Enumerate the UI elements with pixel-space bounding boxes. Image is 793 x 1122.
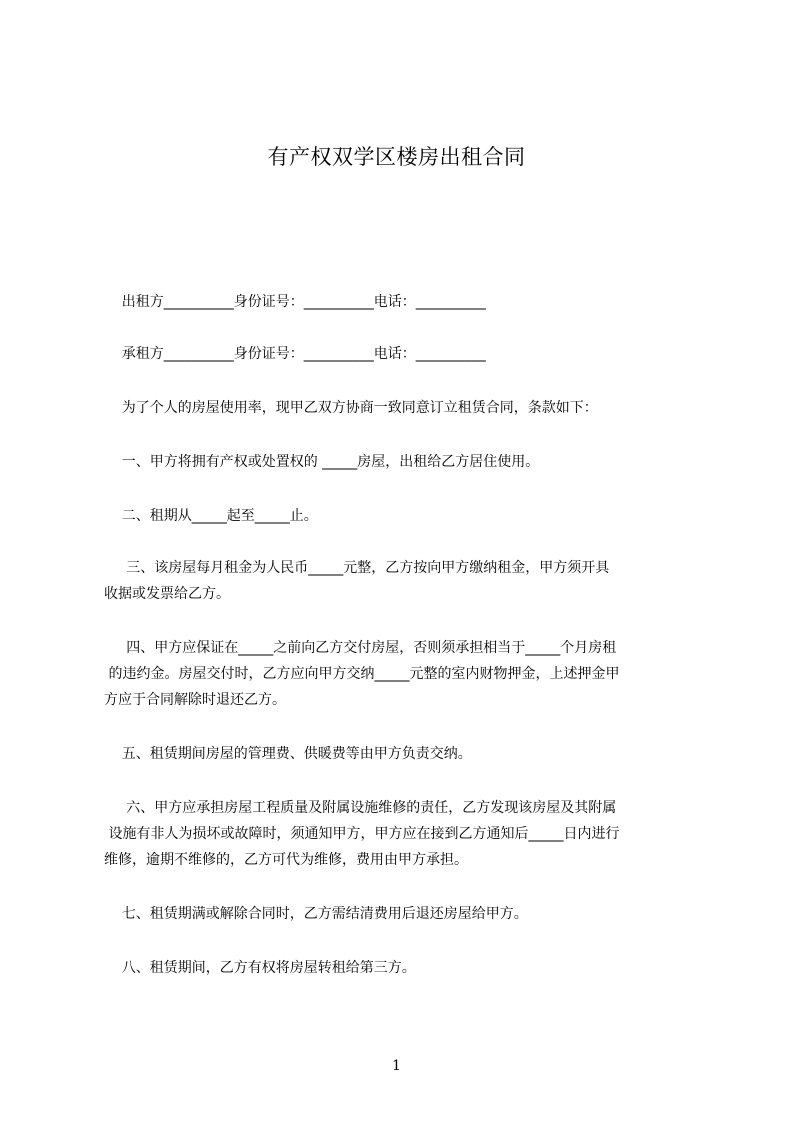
clause-1 xyxy=(104,449,704,475)
intro-paragraph xyxy=(104,395,704,421)
clause-6 xyxy=(104,795,704,873)
lessor-info-line xyxy=(104,289,704,315)
clause-2 xyxy=(104,503,704,529)
page-number: 1 xyxy=(392,1058,401,1074)
clause-8-text: 八、租赁期间，乙方有权将房屋转租给第三方。 xyxy=(104,960,416,976)
clause-6-line-2: 设施有非人为损坏或故障时，须通知甲方，甲方应在接到乙方通知后_____日内进行 xyxy=(104,826,620,842)
intro-text: 为了个人的房屋使用率，现甲乙双方协商一致同意订立租赁合同，条款如下： xyxy=(104,400,598,416)
clause-8 xyxy=(104,955,704,981)
clause-3 xyxy=(104,555,704,607)
clause-5-text: 五、租赁期间房屋的管理费、供暖费等由甲方负责交纳。 xyxy=(104,746,472,762)
clause-6-line-1: 六、甲方应承担房屋工程质量及附属设施维修的责任，乙方发现该房屋及其附属 xyxy=(104,800,617,816)
clause-7-text: 七、租赁期满或解除合同时，乙方需结清费用后退还房屋给甲方。 xyxy=(104,906,528,922)
document-title: 有产权双学区楼房出租合同 xyxy=(267,145,526,169)
clause-4-line-2: 的违约金。房屋交付时，乙方应向甲方交纳_____元整的室内财物押金，上述押金甲 xyxy=(104,666,620,682)
lessor-info-text: 出租方__________身份证号：__________电话：__________ xyxy=(104,294,486,310)
clause-7 xyxy=(104,901,704,927)
clause-4-line-1: 四、甲方应保证在_____之前向乙方交付房屋，否则须承担相当于_____个月房租 xyxy=(104,640,617,656)
clause-4-line-3: 方应于合同解除时退还乙方。 xyxy=(104,692,286,708)
clause-1-text: 一、甲方将拥有产权或处置权的 _____房屋，出租给乙方居住使用。 xyxy=(104,454,540,470)
clause-4 xyxy=(104,635,704,713)
clause-2-text: 二、租期从_____起至_____止。 xyxy=(104,508,318,524)
clause-3-line-2: 收据或发票给乙方。 xyxy=(104,586,230,602)
clause-3-line-1: 三、该房屋每月租金为人民币_____元整，乙方按向甲方缴纳租金，甲方须开具 xyxy=(104,560,610,576)
clause-6-line-3: 维修，逾期不维修的，乙方可代为维修，费用由甲方承担。 xyxy=(104,852,468,868)
clause-5 xyxy=(104,741,704,767)
lessee-info-text: 承租方__________身份证号：__________电话：__________ xyxy=(104,346,486,362)
lessee-info-line xyxy=(104,341,704,367)
